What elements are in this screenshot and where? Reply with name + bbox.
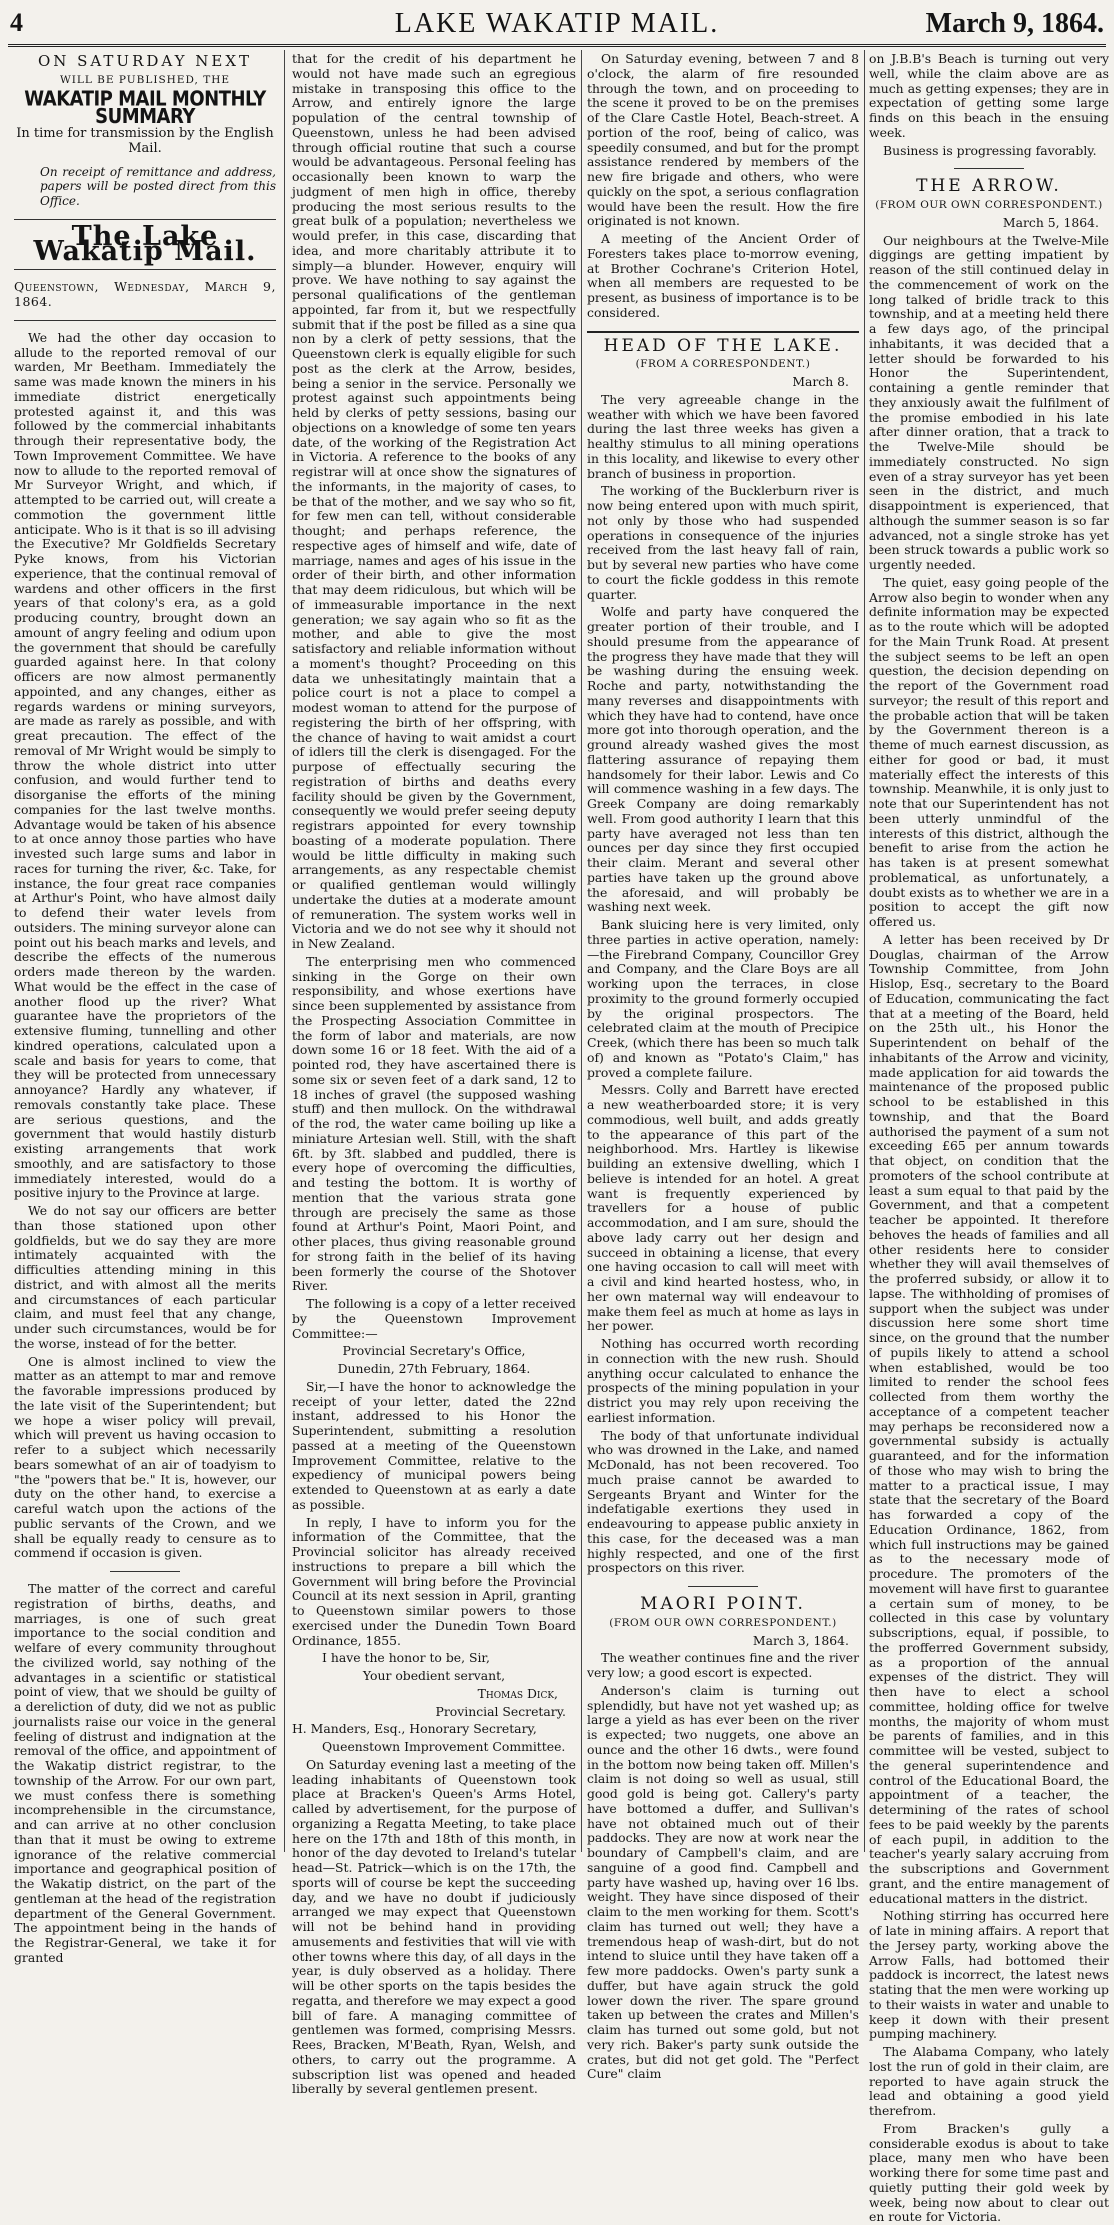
- article-paragraph: The following is a copy of a letter received by the Queenstown Improvement Committee:—: [292, 1296, 576, 1341]
- notice-heading: ON SATURDAY NEXT: [37, 52, 253, 70]
- notice-title: WAKATIP MAIL MONTHLY SUMMARY: [24, 86, 266, 128]
- letter-signature-title: Provincial Secretary.: [435, 1703, 566, 1719]
- article-paragraph: that for the credit of his department he would not have made such an egregious mistake in transposing this office to the Arrow, and entirely ignore the large population of the central township of Queenstown, unless he had been advised through official routine that such a course would be advantageous. Personal feeling has occasionally been known to warp the judgment of men high in office, thereby producing the most serious results to the great bulk of a population; nevertheless we would prefer, in this case, discarding that idea, and more charitably attribute it to simply—a blunder. However, enquiry will prove. We have nothing to say against the personal qualifications of the gentleman appointed, far from it, but we respectfully submit that if the post be filled as a sine qua non by a clerk of petty sessions, that the Queenstown clerk is equally eligible for such post as the clerk at the Arrow, besides, being a senior in the service. Personally we protest against such appointments being held by clerks of petty sessions, basing our objections on a knowledge of some ten years date, of the working of the Registration Act in Victoria. A reference to the books of any registrar will at once show the signatures of the informants, in the majority of cases, to be that of the mother, and we say who so fit, for few men can tell, without considerable thought; and perhaps reference, the respective ages of himself and wife, date of marriage, names and ages of his issue in the order of their birth, and other information that may deem ridiculous, but which will be of immeasurable importance in the next generation; we say again who so fit as the mother, and able to give the most satisfactory and reliable information without a moment's thought? Proceeding on this data we unhesitatingly maintain that a police court is not a place to compel a modest woman to attend for the purpose of registering the birth of her offspring, with the chance of having to wait amidst a court of idlers till the clerk is disengaged. For the purpose of effectually securing the registration of births and deaths every facility should be given by the Government, consequently we would prefer seeing deputy registrars appointed for every township boasting of a moderate population. There would be little difficulty in making such arrangements, as any respectable chemist or qualified gentleman would willingly undertake the duties at a moderate amount of remuneration. The system works well in Victoria and we do not see why it should not in New Zealand.: [292, 51, 576, 951]
- notice-remittance: On receipt of remittance and address, papers will be posted direct from this Office.: [40, 164, 276, 208]
- article-paragraph: The weather continues fine and the river very low; a good escort is expected.: [587, 1650, 859, 1680]
- letter-paragraph: In reply, I have to inform you for the information of the Committee, that the Provincial solicitor has already received instructions to prepare a bill which the Government will bring before the Provincial Council at its next session in April, granting to Queenstown similar powers to those exercised under the Dunedin Town Board Ordinance, 1855.: [292, 1514, 576, 1648]
- section-heading: THE ARROW.: [916, 176, 1062, 197]
- column-1: [14, 52, 276, 1965]
- section-date: March 8.: [792, 374, 849, 389]
- notice-subheading: WILL BE PUBLISHED, THE: [59, 73, 231, 86]
- article-paragraph: Nothing stirring has occurred here of late in mining affairs. A report that the Jersey party, working above the Arrow Falls, had bottomed their paddock is incorrect, the latest news stating that the men were working up to their waists in water and unable to keep it down with their present pumping machinery.: [869, 1908, 1109, 2042]
- article-paragraph: One is almost inclined to view the matter as an attempt to mar and remove the favorable impressions produced by the late visit of the Superintendent; but we hope a wiser policy will prevail, which will prevent us having occasion to refer to a subject which necessarily bears somewhat of an air of toadyism to "the "powers that be." It is, however, our duty on the other hand, to exercise a careful watch upon the actions of the public servants of the Crown, and we shall be equally ready to censure as to commend if occasion is given.: [14, 1353, 276, 1561]
- divider: [14, 219, 276, 220]
- letter-signature: Thomas Dick,: [477, 1685, 558, 1701]
- section-heading: MAORI POINT.: [640, 1594, 806, 1614]
- letter-closing: Your obedient servant,: [362, 1668, 506, 1683]
- column-divider: [284, 50, 285, 1852]
- article-paragraph: Wolfe and party have conquered the greater portion of their trouble, and I should presume from the appearance of the progress they have made that they will be washing during the ensuing week. Roche and party, notwithstanding the many reverses and disappointments with which they have had to contend, have once more got into thorough operation, and the ground already washed gives the most flattering assurance of repaying them handsomely for their labor. Lewis and Co will commence washing in a few days. The Greek Company are doing remarkably well. From good authority I learn that this party have averaged not less than ten ounces per day since they first occupied their claim. Merant and several other parties have taken up the ground above the aforesaid, and will probably be washing next week.: [587, 604, 859, 915]
- masthead: [10, 8, 1104, 42]
- article-paragraph: A meeting of the Ancient Order of Foresters takes place to-morrow evening, at Brother Cochrane's Criterion Hotel, when all members are requested to be present, as business of importance is to be considered.: [587, 231, 859, 320]
- section-rule: [688, 1586, 758, 1587]
- paper-title: The Lake Wakatip Mail.: [33, 220, 257, 267]
- article-paragraph: Anderson's claim is turning out splendidly, but have not yet washed up; as large a yield as has ever been on the river is expected; two nuggets, one above an ounce and the other 16 dwts., were found in the bottom now being taken off. Millen's claim is not doing so well as usual, still good gold is being got. Callery's party have bottomed a duffer, and Sullivan's have not obtained much out of their paddocks. They are now at work near the boundary of Campbell's claim, and are sanguine of a good find. Campbell and party have washed up, having over 16 lbs. weight. They have since disposed of their claim to the men working for them. Scott's claim has turned out well; they have a tremendous heap of wash-dirt, but do not intend to sluice until they have taken off a few more paddocks. Owen's party sunk a duffer, but have again struck the gold lower down the river. The spare ground taken up between the crates and Millen's claim has turned out some gold, but not very rich. Baker's party sunk outside the crates, but did not get gold. The "Perfect Cure" claim: [587, 1682, 859, 2082]
- article-paragraph: The enterprising men who commenced sinking in the Gorge on their own responsibility, and whose exertions have since been supplemented by assistance from the Prospecting Association Committee in the form of labor and materials, are now down some 16 or 18 feet. With the aid of a pointed rod, they have ascertained there is some six or seven feet of a dark sand, 12 to 18 inches of gravel (the supposed washing stuff) and then mullock. On the withdrawal of the rod, the water came boiling up like a miniature Artesian well. Still, with the shaft 6ft. by 3ft. slabbed and puddled, there is every hope of overcoming the difficulties, and testing the bottom. It is worthy of mention that the various strata gone through are precisely the same as those found at Arthur's Point, Maori Point, and other places, thus giving reasonable ground for strong faith in the belief of its having been formerly the course of the Shotover River.: [292, 953, 576, 1294]
- article-paragraph: We had the other day occasion to allude to the reported removal of our warden, Mr Beetham. Immediately the same was made known the miners in his immediate district energetically protested against it, and this was followed by the commercial inhabitants through their representative body, the Town Improvement Committee. We have now to allude to the reported removal of Mr Surveyor Wright, and which, if attempted to be carried out, will create a commotion the government little anticipate. Who is it that is so ill advising the Executive? Mr Goldfields Secretary Pyke knows, from his Victorian experience, that the continual removal of wardens and other officers in the first years of that colony's era, as a gold producing country, brought down an amount of angry feeling and odium upon the government that should be carefully guarded against here. In that colony officers are now almost permanently appointed, and any changes, either as regards wardens or mining surveyors, are made as rarely as possible, and with great precaution. The effect of the removal of Mr Wright would be simply to throw the whole district into utter confusion, and would further tend to disorganise the efforts of the mining companies for the last twelve months. Advantage would be taken of his absence to at once annoy those parties who have invested such large sums and labor in races for turning the river, &c. Take, for instance, the four great race companies at Arthur's Point, who have almost daily to defend their water levels from outsiders. The mining surveyor alone can point out his beach marks and levels, and describe the effects of the numerous orders made thereon by the warden. What would be the effect in the case of another flood up the river? What guarantee have the proprietors of the extensive fluming, tunnelling and other kindred operations, calculated upon a scale and basis for years to come, that they will be protected from unnecessary annoyance? Hardly any whatever, if removals constantly take place. These are serious questions, and the government that would hastily disturb existing arrangements that work smoothly, and are satisfactory to those immediately interested, would do a positive injury to the Province at large.: [14, 329, 276, 1201]
- article-paragraph: A letter has been received by Dr Douglas, chairman of the Arrow Township Committee, from John Hislop, Esq., secretary to the Board of Education, communicating the fact that at a meeting of the Board, held on the 25th ult., his Honor the Superintendent on behalf of the inhabitants of the Arrow and vicinity, made application for aid towards the maintenance of the proposed public school to be established in this township, and that the Board authorised the payment of a sum not exceeding £65 per annum towards that object, on condition that the promoters of the school contribute at least a sum equal to that paid by the Government, and that a competent teacher be appointed. It therefore behoves the heads of families and all other residents here to consider whether they will avail themselves of the proferred subsidy, or allow it to lapse. The withholding of promises of support when the subject was under discussion here some short time since, on the ground that the number of pupils likely to attend a school when established, would be too limited to render the school fees collected from them worthy the acceptance of a competent teacher may perhaps be reconsidered now a governmental subsidy is actually guaranteed, and for the information of those who may wish to bring the matter to a practical issue, I may state that the secretary of the Board has forwarded a copy of the Education Ordinance, 1862, from which full instructions may be gained as to the necessary mode of procedure. The promoters of the movement will have first to guarantee a certain sum of money, to be collected in this case by voluntary subscriptions, equal, if possible, to the profferred Government subsidy, as a proportion of the annual expenses of the district. They will then have to elect a school committee, holding office for twelve months, the majority of whom must be parents of families, and in this committee will be vested, subject to the general superintendence and control of the Educational Board, the appointment of a teacher, the determining of the rates of school fees to be paid weekly by the parents of each pupil, in addition to the teacher's yearly salary accruing from the subscriptions and Government grant, and the entire management of educational matters in the district.: [869, 931, 1109, 1906]
- article-paragraph: From Bracken's gully a considerable exodus is about to take place, many men who have been working there for some time past and quietly putting their gold week by week, being now about to clear out en route for Victoria.: [869, 2120, 1109, 2225]
- article-paragraph: on J.B.B's Beach is turning out very well, while the claim above are as much as getting expenses; they are in expectation of getting some large finds on this beach in the ensuing week.: [869, 51, 1109, 140]
- issue-date: March 9, 1864.: [925, 8, 1104, 39]
- article-paragraph: On Saturday evening last a meeting of the leading inhabitants of Queenstown took place at Bracken's Queen's Arms Hotel, called by advertisement, for the purpose of organizing a Regatta Meeting, to take place here on the 17th and 18th of this month, in honor of the day devoted to Ireland's tutelar head—St. Patrick—which is on the 17th, the sports will of course be kept the succeeding day, and we have no doubt if judiciously arranged we may expect that Queenstown will not be behind hand in providing amusements and festivities that will vie with other towns where this day, of all days in the year, is duly observed as a holiday. There will be other sports on the tapis besides the regatta, and therefore we may expect a good bill of fare. A managing committee of gentlemen was formed, comprising Messrs. Rees, Bracken, M'Beath, Ryan, Welsh, and others, to carry out the programme. A subscription list was opened and headed liberally by several gentlemen present.: [292, 1756, 576, 2097]
- column-2: [292, 51, 576, 2097]
- letter-recipient: Queenstown Improvement Committee.: [322, 1739, 566, 1754]
- article-paragraph: The body of that unfortunate individual who was drowned in the Lake, and named McDonald, has not been recovered. Too much praise cannot be awarded to Sergeants Bryant and Winter for the indefatigable exertions they used in endeavouring to appease public anxiety in this case, for the deceased was a man highly respected, and one of the first prospectors on this river.: [587, 1427, 859, 1576]
- column-3: [587, 51, 859, 2082]
- section-subheading: (FROM OUR OWN CORRESPONDENT.): [609, 1616, 837, 1629]
- section-rule: [954, 168, 1024, 169]
- article-paragraph: The working of the Bucklerburn river is now being entered upon with much spirit, not only by those who had suspended operations in consequence of the injuries received from the last heavy fall of rain, but by several new parties who have come to court the fickle goddess in this remote quarter.: [587, 483, 859, 602]
- article-paragraph: We do not say our officers are better than those stationed upon other goldfields, but we do say they are more intimately acquainted with the difficulties attending mining in this district, and with almost all the merits and circumstances of each particular claim, and must feel that any change, under such circumstances, would be for the worse, instead of for the better.: [14, 1203, 276, 1351]
- letter-paragraph: Sir,—I have the honor to acknowledge the receipt of your letter, dated the 22nd instant, addressed to his Honor the Superintendent, submitting a resolution passed at a meeting of the Queenstown Improvement Committee, relative to the expediency of municipal powers being extended to Queenstown at as early a date as possible.: [292, 1378, 576, 1512]
- article-paragraph: The Alabama Company, who lately lost the run of gold in their claim, are reported to have again struck the lead and obtaining a good yield therefrom.: [869, 2044, 1109, 2118]
- article-paragraph: Messrs. Colly and Barrett have erected a new weatherboarded store; it is very commodious, well built, and adds greatly to the appearance of this part of the neighborhood. Mrs. Hartley is likewise building an extensive dwelling, which I believe is intended for an hotel. A great want is frequently experienced by travellers for a house of public accommodation, and I am sure, should the above lady carry out her design and succeed in obtaining a license, that every one having occasion to call will meet with a civil and kind hearted hostess, who, in her own maternal way will endeavour to make them feel as much at home as lays in her power.: [587, 1082, 859, 1334]
- article-paragraph: The quiet, easy going people of the Arrow also begin to wonder when any definite information may be expected as to the route which will be adopted for the Main Trunk Road. At present the subject seems to be left an open question, the decision depending on the report of the Government road surveyor; the result of this report and the probable action that will be taken by the Government thereon is a theme of much earnest discussion, as either for good or bad, it must materially effect the interests of this township. Meanwhile, it is only just to note that our Superintendent has not been utterly unmindful of the interests of this district, although the benefit to arise from the action he has taken is at present somewhat problematical, as unfortunately, a doubt exists as to whether we are in a position to accept the gift now offered us.: [869, 574, 1110, 929]
- divider: [587, 331, 859, 333]
- letter-date: Dunedin, 27th February, 1864.: [337, 1361, 531, 1376]
- article-paragraph: Bank sluicing here is very limited, only three parties in active operation, namely:—the Firebrand Company, Councillor Grey and Company, and the Clare Boys are all working upon the terraces, in close proximity to the ground formerly occupied by the original prospectors. The celebrated claim at the mouth of Precipice Creek, (which there has been so much talk of) and known as "Potato's Claim," has proved a complete failure.: [587, 917, 859, 1080]
- notice-line: In time for transmission by the English Mail.: [16, 126, 274, 156]
- section-rule: [110, 1571, 180, 1572]
- dateline: Queenstown, Wednesday, March 9, 1864.: [14, 279, 276, 309]
- section-date: March 5, 1864.: [1002, 214, 1099, 230]
- letter-address: Provincial Secretary's Office,: [342, 1343, 526, 1359]
- letter-recipient: H. Manders, Esq., Honorary Secretary,: [292, 1721, 537, 1737]
- article-paragraph: Nothing has occurred worth recording in connection with the new rush. Should anything occur calculated to enhance the prospects of the mining population in your district you may rely upon receiving the earliest information.: [587, 1336, 859, 1425]
- column-divider: [581, 50, 582, 1852]
- divider: [14, 320, 276, 321]
- article-paragraph: The matter of the correct and careful registration of births, deaths, and marriages, is one of such great importance to the social condition and welfare of every community throughout the civilized world, say nothing of the advantages in a scientific or statistical point of view, that we should be guilty of a dereliction of duty, did we not as public journalists raise our voice in the general feeling of distrust and indignation at the removal of the office, and appointment of the Wakatip district registrar, to the township of the Arrow. For our own part, we must confess there is something incomprehensible in the circumstance, and can arrive at no other conclusion than that it must be owing to extreme ignorance of the relative commercial importance and geographical position of the Wakatip district, on the part of the gentleman at the head of the registration department of the General Government. The appointment being in the hands of the Registrar-General, we take it for granted: [14, 1581, 276, 1965]
- newspaper-title: LAKE WAKATIP MAIL.: [394, 8, 720, 39]
- column-4: [869, 51, 1110, 2225]
- masthead-rule: [8, 44, 1106, 47]
- column-divider: [864, 50, 865, 1852]
- article-paragraph: The very agreeable change in the weather with which we have been favored during the last three weeks has given a healthy stimulus to all mining operations in this locality, and likewise to every other branch of business in proportion.: [587, 391, 859, 481]
- section-date: March 3, 1864.: [752, 1632, 849, 1648]
- divider: [14, 269, 276, 270]
- article-paragraph: Business is progressing favorably.: [883, 142, 1097, 158]
- article-paragraph: On Saturday evening, between 7 and 8 o'clock, the alarm of fire resounded through the town, and on proceeding to the scene it proved to be on the premises of the Clare Castle Hotel, Beach-street. A portion of the roof, being of calico, was speedily consumed, and but for the prompt assistance rendered by members of the new fire brigade and others, who were quickly on the spot, a serious conflagration would have been the result. How the fire originated is not known.: [587, 51, 859, 229]
- section-subheading: (FROM A CORRESPONDENT.): [635, 358, 811, 371]
- section-heading: HEAD OF THE LAKE.: [603, 335, 843, 356]
- page-number: 4: [10, 8, 23, 37]
- section-subheading: (FROM OUR OWN CORRESPONDENT.): [875, 199, 1103, 211]
- letter-closing: I have the honor to be, Sir,: [322, 1650, 490, 1666]
- article-paragraph: Our neighbours at the Twelve-Mile diggings are getting impatient by reason of the still continued delay in the commencement of work on the long talked of bridle track to this township, and at a meeting held there a few days ago, of the principal inhabitants, it was decided that a letter should be forwarded to his Honor the Superintendent, containing a gentle reminder that they anxiously await the fulfilment of the promise embodied in his late after dinner oration, that a track to the Twelve-Mile should be immediately constructed. No sign even of a stray surveyor has yet been seen in the district, and much disappointment is experienced, that although the summer season is so far advanced, not a single stroke has yet been struck towards a public work so urgently needed.: [869, 232, 1109, 572]
